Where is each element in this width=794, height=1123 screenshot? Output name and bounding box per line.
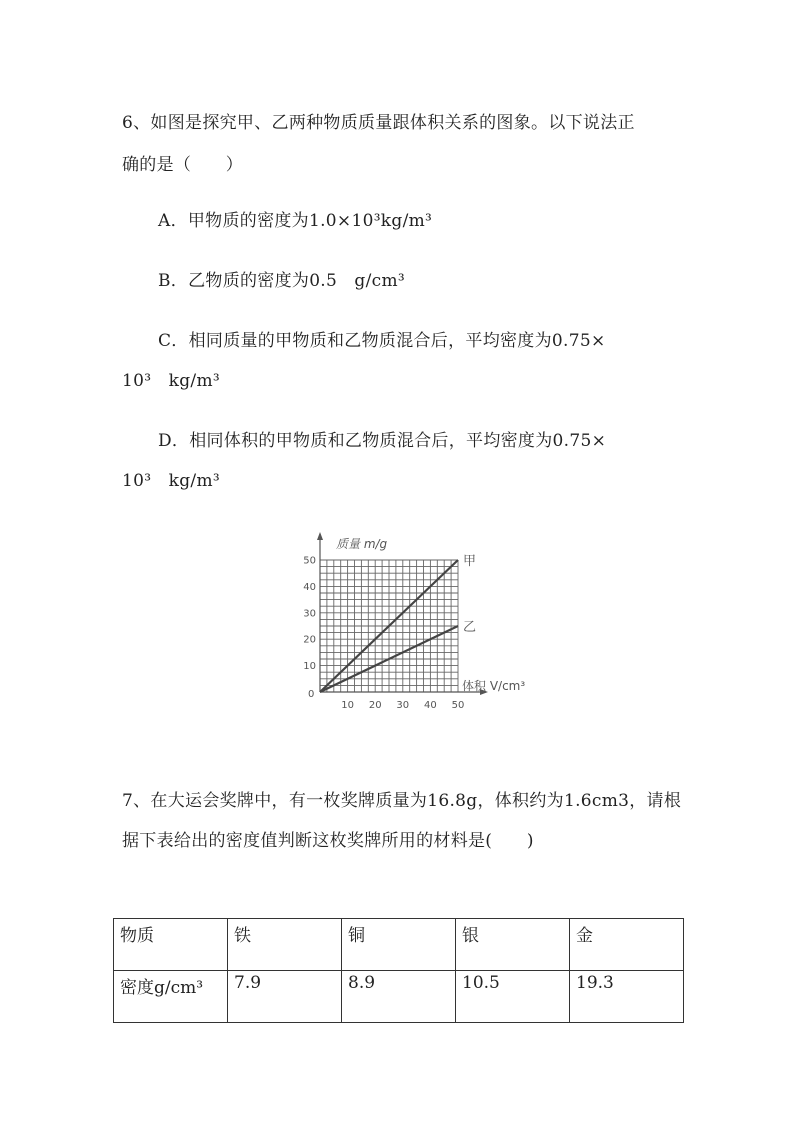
table-header-row <box>114 919 684 971</box>
question-6-stem-line-1: 6、如图是探究甲、乙两种物质质量跟体积关系的图象。以下说法正 <box>122 113 635 133</box>
x-tick-label: 20 <box>368 700 382 711</box>
origin-label: 0 <box>308 689 315 700</box>
table-cell: 密度g/cm³ <box>114 971 228 1023</box>
y-tick-label: 10 <box>303 661 316 673</box>
density-table <box>113 918 684 1023</box>
table-cell: 10.5 <box>456 971 570 1023</box>
x-tick-label: 30 <box>396 700 410 711</box>
table-cell: 金 <box>570 919 684 971</box>
table-cell: 铜 <box>342 919 456 971</box>
chart-series <box>320 554 476 692</box>
table-row <box>114 971 684 1023</box>
y-tick-label: 30 <box>303 608 316 620</box>
question-7-stem-line-1: 7、在大运会奖牌中，有一枚奖牌质量为16.8g，体积约为1.6cm3，请根 <box>122 791 682 811</box>
table-cell: 19.3 <box>570 971 684 1023</box>
question-7-stem-line-2: 据下表给出的密度值判断这枚奖牌所用的材料是( ) <box>122 831 534 851</box>
table-cell: 8.9 <box>342 971 456 1023</box>
table-cell: 银 <box>456 919 570 971</box>
y-tick-label: 20 <box>303 634 316 646</box>
table-cell: 7.9 <box>228 971 342 1023</box>
table-cell: 物质 <box>114 919 228 971</box>
series-label: 乙 <box>463 620 477 635</box>
y-axis-arrow <box>317 532 323 540</box>
option-d-line-1: D．相同体积的甲物质和乙物质混合后，平均密度为0.75× <box>158 431 607 451</box>
table-cell: 铁 <box>228 919 342 971</box>
y-tick-label: 40 <box>303 581 316 593</box>
option-c-line-2: 10³ kg/m³ <box>122 371 220 391</box>
option-b: B．乙物质的密度为0.5 g/cm³ <box>158 271 405 291</box>
question-6-stem-line-2: 确的是（ ） <box>122 155 244 175</box>
y-tick-label: 50 <box>303 555 316 567</box>
x-axis-label: 体积 V/cm³ <box>462 679 526 693</box>
option-c-line-1: C．相同质量的甲物质和乙物质混合后，平均密度为0.75× <box>158 331 606 351</box>
x-tick-label: 10 <box>341 700 354 711</box>
option-a: A．甲物质的密度为1.0×10³kg/m³ <box>158 211 433 231</box>
x-tick-label: 40 <box>424 700 437 711</box>
y-axis-label: 质量 m/g <box>336 537 388 551</box>
series-label: 甲 <box>463 554 477 569</box>
option-d-line-2: 10³ kg/m³ <box>122 471 220 491</box>
mass-volume-chart <box>296 520 536 720</box>
x-tick-label: 50 <box>451 700 465 711</box>
